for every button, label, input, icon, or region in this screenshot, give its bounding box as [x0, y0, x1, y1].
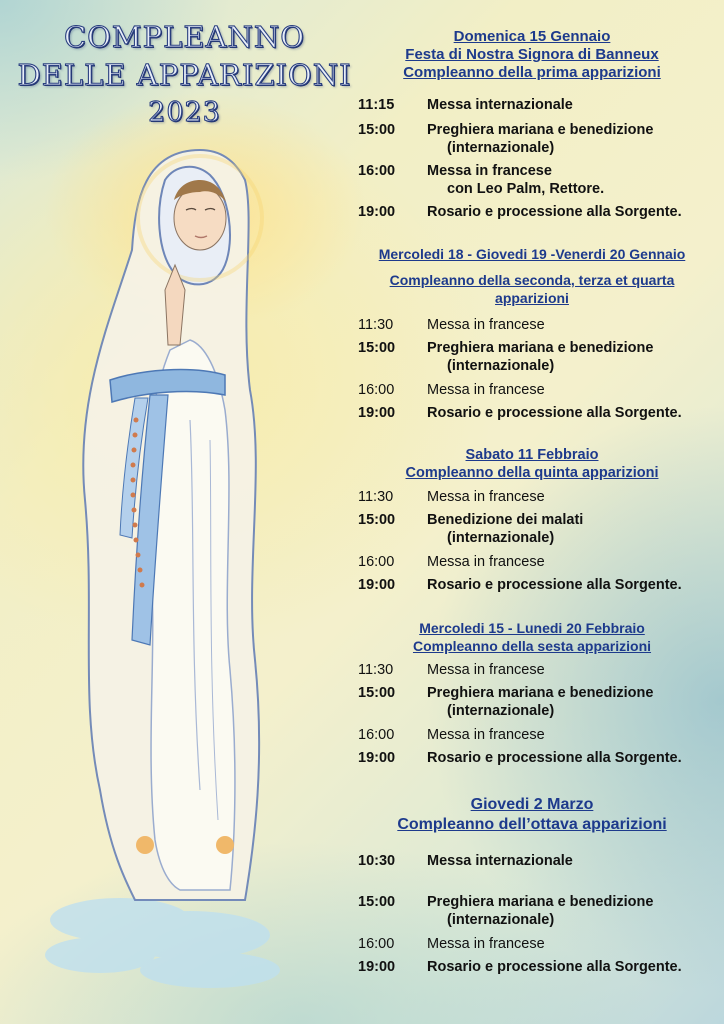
event-description-line: Messa in francese [427, 382, 545, 398]
event-description-line: Rosario e processione alla Sorgente. [427, 577, 682, 593]
section-heading-line: Compleanno della quinta apparizioni [405, 465, 659, 481]
event-time: 16:00 [358, 727, 395, 743]
event-description-line: (internazionale) [447, 912, 555, 928]
event-time: 16:00 [358, 936, 395, 952]
event-time: 15:00 [358, 685, 396, 701]
event-description-line: Rosario e processione alla Sorgente. [427, 750, 682, 766]
event-description-line: Preghiera mariana e benedizione [427, 340, 654, 356]
event-description [427, 684, 717, 720]
event-description [427, 121, 717, 157]
event-description-line: con Leo Palm, Rettore. [447, 181, 605, 197]
event-description-line: Rosario e processione alla Sorgente. [427, 405, 682, 421]
event-description [427, 96, 717, 114]
madonna-illustration [40, 140, 300, 1000]
event-time: 11:30 [358, 317, 394, 333]
event-description-line: Preghiera mariana e benedizione [427, 894, 654, 910]
event-time: 10:30 [358, 853, 396, 869]
event-description-line: (internazionale) [447, 140, 555, 156]
event-description-line: Messa in francese [427, 489, 545, 505]
section-heading-line: Domenica 15 Gennaio [453, 28, 611, 45]
event-description-line: (internazionale) [447, 530, 555, 546]
event-time: 19:00 [358, 959, 396, 975]
section-heading-line: Giovedi 2 Marzo [470, 796, 594, 813]
event-description-line: Messa in francese [427, 727, 545, 743]
event-description [427, 203, 717, 221]
event-description-line: Messa in francese [427, 554, 545, 570]
section-heading [352, 446, 712, 482]
event-description [427, 381, 717, 399]
event-time: 15:00 [358, 894, 396, 910]
section-heading-line: Mercoledi 18 - Giovedi 19 -Venerdi 20 Gennaio [378, 246, 686, 262]
event-time: 19:00 [358, 577, 396, 593]
section-heading-line: Compleanno della seconda, terza et quarta [389, 272, 675, 288]
event-time: 15:00 [358, 512, 396, 528]
event-time: 16:00 [358, 163, 396, 179]
event-time: 16:00 [358, 382, 395, 398]
event-description [427, 162, 717, 198]
event-time: 16:00 [358, 554, 395, 570]
event-description [427, 935, 717, 953]
event-schedule [352, 0, 712, 1024]
event-description [427, 316, 717, 334]
event-description [427, 661, 717, 679]
event-description-line: Preghiera mariana e benedizione [427, 122, 654, 138]
title-year: 2023 [148, 97, 221, 128]
event-description [427, 726, 717, 744]
section-heading [352, 245, 712, 307]
event-description [427, 404, 717, 422]
event-description-line: (internazionale) [447, 358, 555, 374]
section-heading [352, 619, 712, 655]
event-time: 19:00 [358, 405, 396, 421]
event-description-line: Messa in francese [427, 317, 545, 333]
section-heading-line: apparizioni [495, 290, 569, 306]
event-description-line: Benedizione dei malati [427, 512, 584, 528]
section-heading-line: Compleanno della sesta apparizioni [412, 638, 652, 654]
event-description [427, 749, 717, 767]
event-description [427, 852, 717, 870]
title-line-1: COMPLEANNO [63, 20, 306, 54]
section-heading-line: Compleanno della prima apparizioni [403, 64, 661, 81]
event-time: 19:00 [358, 750, 396, 766]
event-time: 15:00 [358, 340, 396, 356]
event-description-line: Messa in francese [427, 662, 545, 678]
event-time: 11:30 [358, 662, 394, 678]
event-time: 19:00 [358, 204, 396, 220]
section-heading-line: Festa di Nostra Signora di Banneux [405, 46, 659, 63]
event-description-line: Preghiera mariana e benedizione [427, 685, 654, 701]
section-heading-line: Mercoledi 15 - Lunedi 20 Febbraio [419, 620, 645, 636]
section-heading [352, 795, 712, 835]
event-description-line: (internazionale) [447, 703, 555, 719]
event-description-line: Rosario e processione alla Sorgente. [427, 959, 682, 975]
event-description-line: Messa internazionale [427, 97, 573, 113]
event-description-line: Messa in francese [427, 163, 552, 179]
section-heading-line: Sabato 11 Febbraio [465, 447, 599, 463]
event-description [427, 893, 717, 929]
event-description-line: Rosario e processione alla Sorgente. [427, 204, 682, 220]
event-description [427, 553, 717, 571]
title-line-2: DELLE APPARIZIONI [17, 58, 352, 92]
event-time: 11:15 [358, 97, 395, 113]
event-time: 11:30 [358, 489, 394, 505]
event-description [427, 958, 717, 976]
event-description-line: Messa internazionale [427, 853, 573, 869]
event-time: 15:00 [358, 122, 396, 138]
event-description [427, 511, 717, 547]
poster-title [12, 18, 357, 132]
section-heading-line: Compleanno dell’ottava apparizioni [397, 816, 667, 833]
event-description-line: Messa in francese [427, 936, 545, 952]
event-description [427, 339, 717, 375]
section-heading [352, 28, 712, 82]
event-description [427, 576, 717, 594]
event-description [427, 488, 717, 506]
